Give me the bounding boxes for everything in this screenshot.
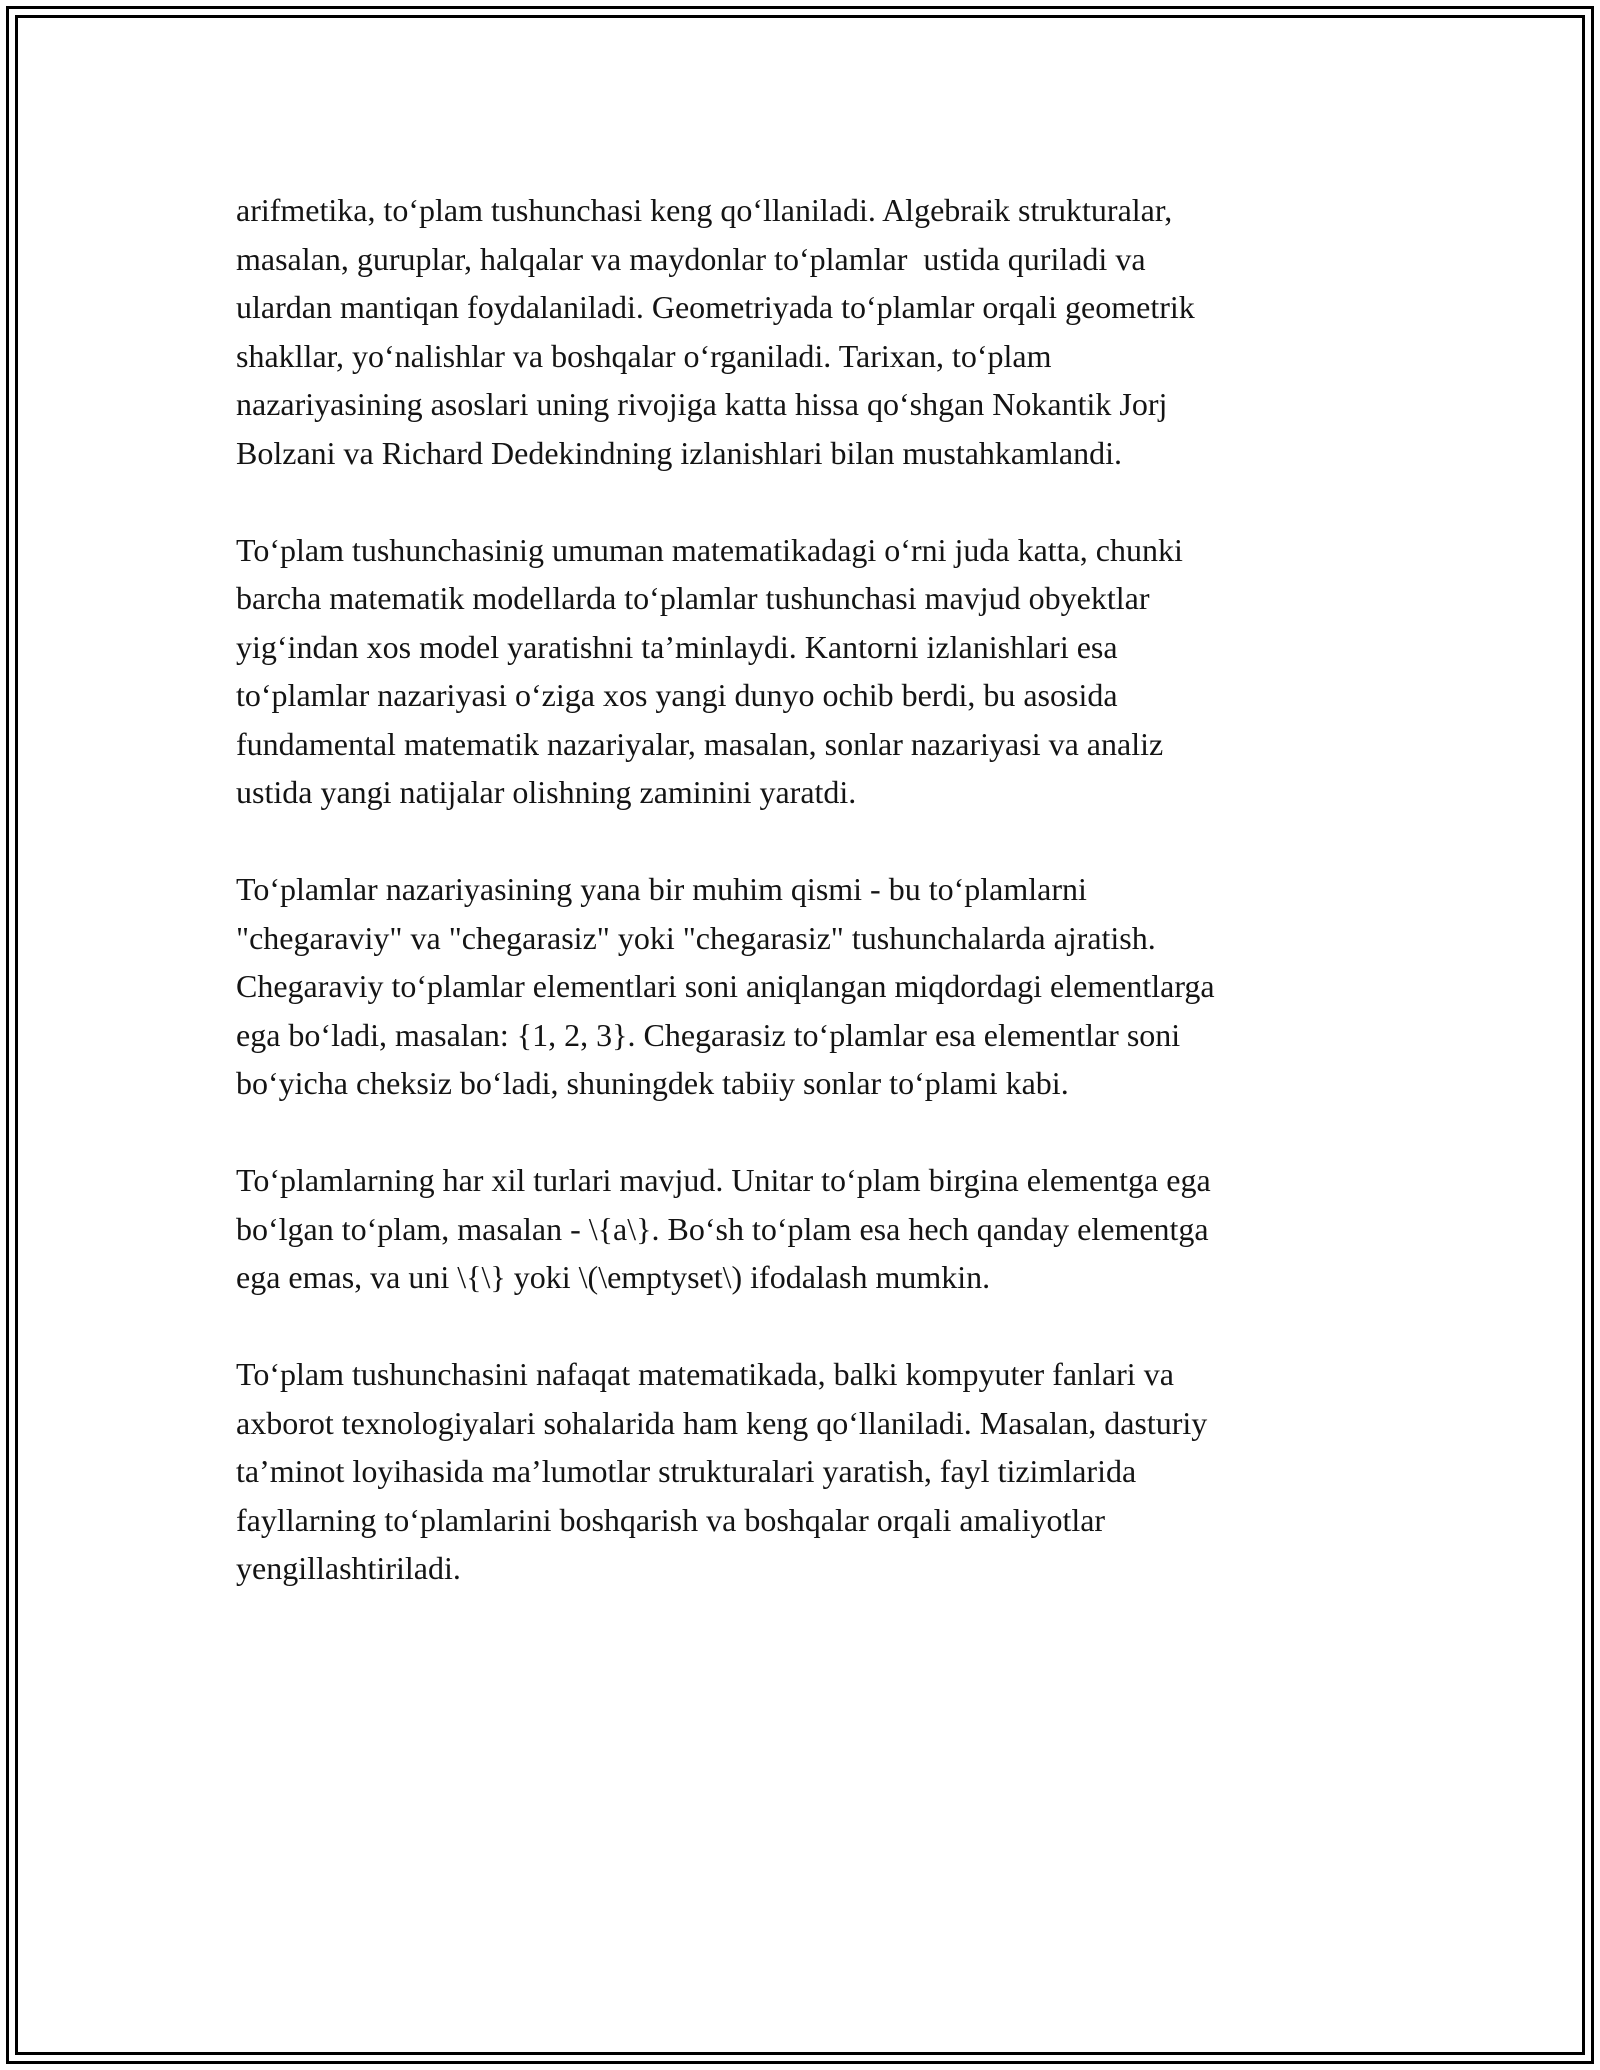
text-line: ustida yangi natijalar olishning zaminini yaratdi. xyxy=(236,774,857,810)
text-line: shakllar, yo‘nalishlar va boshqalar o‘rganiladi. Tarixan, to‘plam xyxy=(236,337,1052,374)
text-line: masalan, guruplar, halqalar va maydonlar to‘plamlar ustida quriladi va xyxy=(236,240,1146,277)
text-line: barcha matematik modellarda to‘plamlar tushunchasi mavjud obyektlar xyxy=(236,580,1150,616)
text-line: Bolzani va Richard Dedekindning izlanishlari bilan mustahkamlandi. xyxy=(236,434,1122,471)
text-line: fundamental matematik nazariyalar, masalan, sonlar nazariyasi va analiz xyxy=(236,725,1164,762)
text-line: bo‘lgan to‘plam, masalan - \{a\}. Bo‘sh to‘plam esa hech qanday elementga xyxy=(236,1210,1209,1247)
text-line: ta’minot loyihasida ma’lumotlar strukturalari yaratish, fayl tizimlarida xyxy=(236,1453,1137,1489)
paragraph-4 xyxy=(236,1156,1366,1302)
text-line: Chegaraviy to‘plamlar elementlari soni aniqlangan miqdordagi elementlarga xyxy=(236,968,1215,1004)
text-line: To‘plamlar nazariyasining yana bir muhim qismi - bu to‘plamlarni xyxy=(236,871,1087,907)
text-line: ega bo‘ladi, masalan: {1, 2, 3}. Chegarasiz to‘plamlar esa elementlar soni xyxy=(236,1016,1181,1053)
paragraph-3 xyxy=(236,865,1366,1108)
text-line: To‘plamlarning har xil turlari mavjud. Unitar to‘plam birgina elementga ega xyxy=(236,1162,1211,1198)
text-line: yengillashtiriladi. xyxy=(236,1550,461,1586)
paragraph-5 xyxy=(236,1350,1366,1593)
text-line: axborot texnologiyalari sohalarida ham keng qo‘llaniladi. Masalan, dasturiy xyxy=(236,1404,1208,1441)
text-line: arifmetika, to‘plam tushunchasi keng qo‘llaniladi. Algebraik strukturalar, xyxy=(236,192,1173,228)
text-line: to‘plamlar nazariyasi o‘ziga xos yangi dunyo ochib berdi, bu asosida xyxy=(236,677,1118,713)
paragraph-2 xyxy=(236,526,1366,817)
document-body xyxy=(236,186,1366,1641)
text-line: bo‘yicha cheksiz bo‘ladi, shuningdek tabiiy sonlar to‘plami kabi. xyxy=(236,1065,1069,1101)
text-line: ega emas, va uni \{\} yoki \(\emptyset\) ifodalash mumkin. xyxy=(236,1259,991,1295)
text-line: ulardan mantiqan foydalaniladi. Geometriyada to‘plamlar orqali geometrik xyxy=(236,289,1195,325)
text-line: "chegaraviy" va "chegarasiz" yoki "chegarasiz" tushunchalarda ajratish. xyxy=(236,919,1156,956)
text-line: To‘plam tushunchasini nafaqat matematikada, balki kompyuter fanlari va xyxy=(236,1356,1174,1392)
paragraph-1 xyxy=(236,186,1366,477)
text-line: To‘plam tushunchasinig umuman matematikadagi o‘rni juda katta, chunki xyxy=(236,531,1183,568)
text-line: fayllarning to‘plamlarini boshqarish va boshqalar orqali amaliyotlar xyxy=(236,1501,1106,1538)
text-line: yig‘indan xos model yaratishni ta’minlaydi. Kantorni izlanishlari esa xyxy=(236,628,1118,665)
text-line: nazariyasining asoslari uning rivojiga katta hissa qo‘shgan Nokantik Jorj xyxy=(236,386,1168,422)
